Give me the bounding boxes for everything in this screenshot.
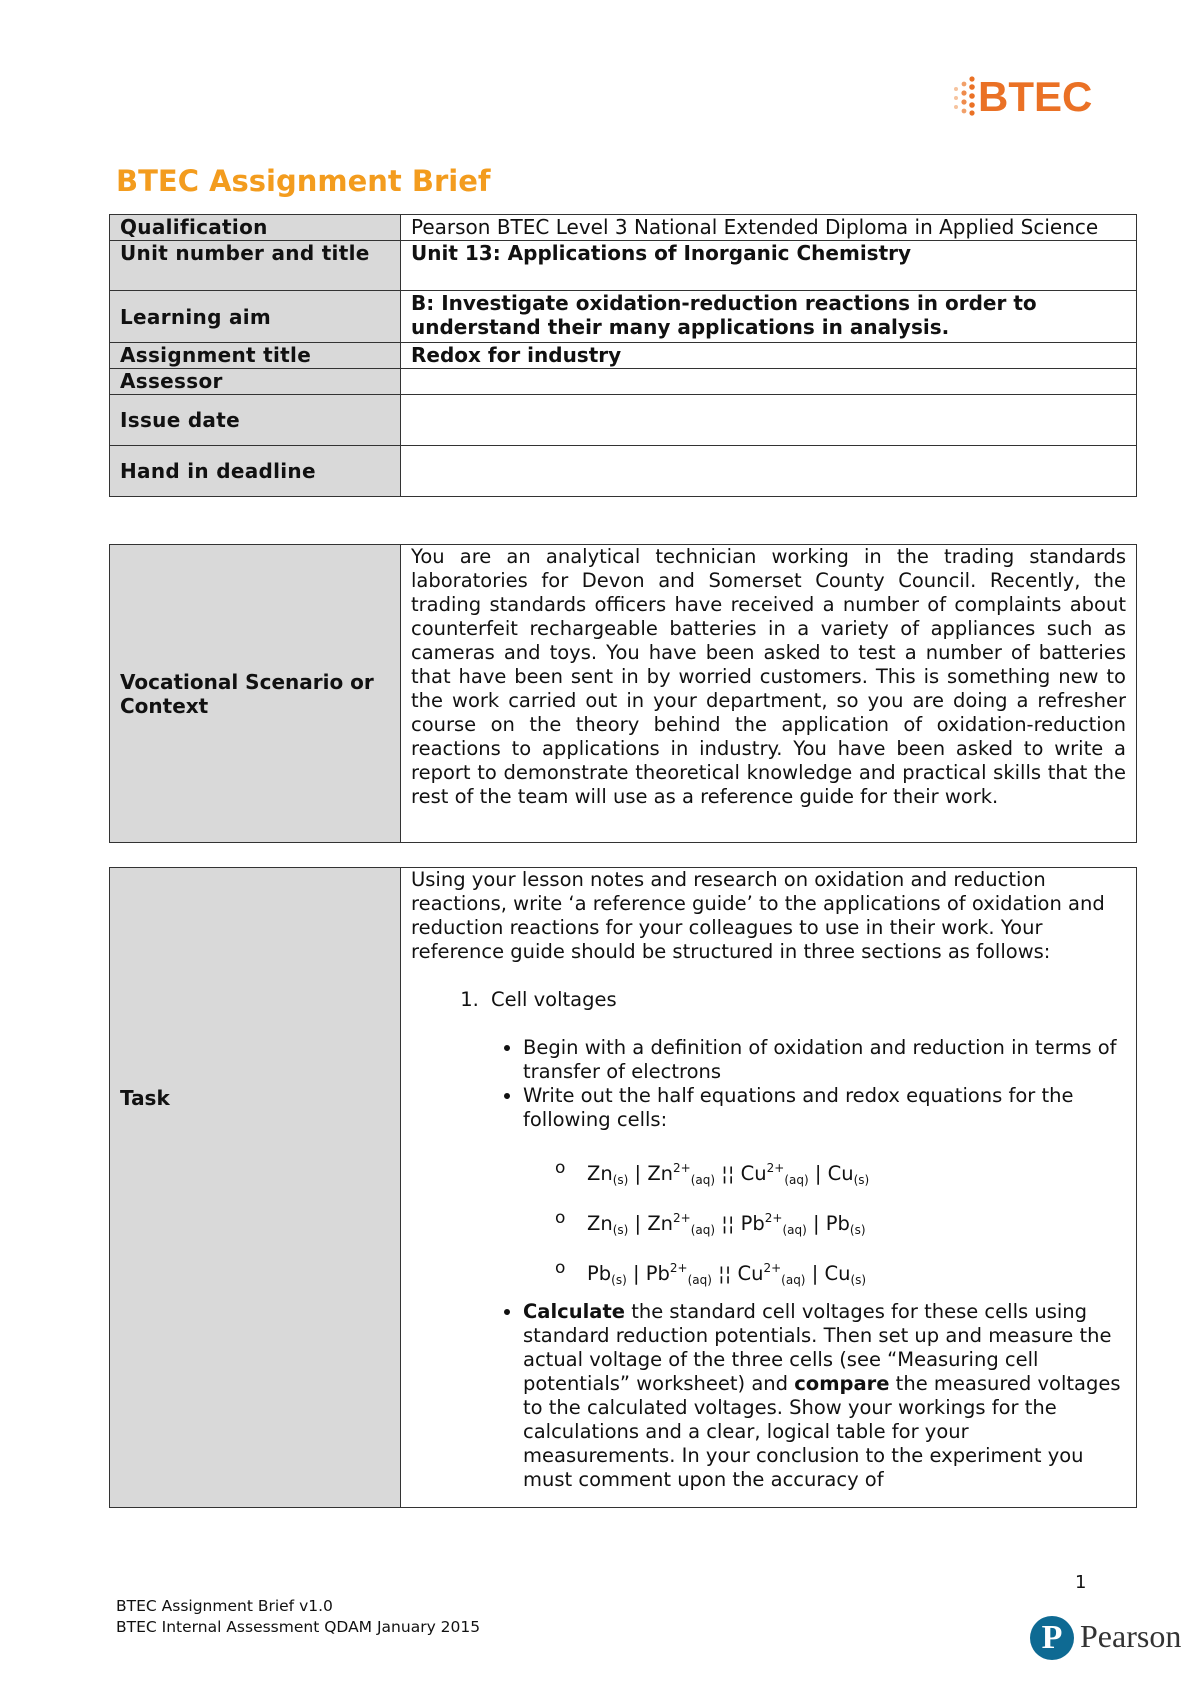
table-row bbox=[110, 545, 1137, 843]
pearson-logo-text: Pearson bbox=[1080, 1618, 1182, 1654]
charge: 2+ bbox=[763, 1261, 782, 1275]
bullet-calculate bbox=[523, 1300, 1126, 1492]
assessor-label: Assessor bbox=[110, 369, 401, 395]
section-title: Cell voltages bbox=[491, 988, 617, 1011]
btec-logo-text: BTEC bbox=[978, 73, 1093, 120]
page-number: 1 bbox=[1075, 1572, 1087, 1593]
table-row bbox=[110, 395, 1137, 446]
compare-text: the measured voltages to the calculated voltages. Show your workings for the calculations and a clear, logical table for your measurements. In your conclusion to the experiment you must comment upon the accuracy of bbox=[523, 1372, 1121, 1491]
electrode: Zn bbox=[587, 1212, 613, 1235]
pearson-logo bbox=[1030, 1616, 1190, 1668]
assignment-title-label: Assignment title bbox=[110, 343, 401, 369]
state: (aq) bbox=[690, 1173, 716, 1187]
state: (aq) bbox=[687, 1273, 712, 1287]
state: (s) bbox=[850, 1273, 867, 1287]
learning-aim-label: Learning aim bbox=[110, 291, 401, 343]
assignment-title-value: Redox for industry bbox=[401, 343, 1137, 369]
learning-aim-value: B: Investigate oxidation-reduction reactions in order to understand their many applications in analysis. bbox=[401, 291, 1137, 343]
deadline-value[interactable] bbox=[401, 446, 1137, 497]
bullet-half-equations bbox=[523, 1084, 1126, 1292]
details-table bbox=[109, 214, 1137, 497]
charge: 2+ bbox=[764, 1211, 783, 1225]
charge: 2+ bbox=[673, 1211, 691, 1225]
bullet-list bbox=[491, 1036, 1126, 1492]
state: (aq) bbox=[782, 1223, 807, 1237]
electrode: Pb bbox=[587, 1262, 612, 1285]
cell-notation: o $Zn_{(s)}$ | $Zn^{2+}_{(aq)}$ ¦¦ $Cu^{2+}_{(aq)}$ | $Cu_{(s)}$ bbox=[555, 1156, 1126, 1192]
ion: Cu bbox=[737, 1262, 764, 1285]
assessor-value[interactable] bbox=[401, 369, 1137, 395]
task-label: Task bbox=[110, 868, 401, 1508]
issue-date-value[interactable] bbox=[401, 395, 1137, 446]
scenario-text: You are an analytical technician working in the trading standards laboratories for Devon and Somerset County Council. Recently, the trading standards officers have received a number of complaints about counterfeit rechargeable batteries in a variety of appliances such as cameras and toys. You have been asked to test a number of batteries that have been sent in by worried customers. This is something new to the work carried out in your department, so you are doing a refresher course on the theory behind the application of oxidation-reduction reactions to applications in industry. You have been asked to write a report to demonstrate theoretical knowledge and practical skills that the rest of the team will use as a reference guide for their work. bbox=[401, 545, 1137, 843]
state: (s) bbox=[853, 1173, 870, 1187]
table-row bbox=[110, 446, 1137, 497]
ion: Zn bbox=[647, 1212, 674, 1235]
electrode: Cu bbox=[824, 1262, 851, 1285]
task-content bbox=[401, 868, 1137, 1508]
scenario-table bbox=[109, 544, 1137, 843]
state: (aq) bbox=[781, 1273, 806, 1287]
state: (s) bbox=[612, 1223, 629, 1237]
cell-notation: o $Zn_{(s)}$ | $Zn^{2+}_{(aq)}$ ¦¦ $Pb^{2+}_{(aq)}$ | $Pb_{(s)}$ bbox=[555, 1206, 1126, 1242]
footer bbox=[116, 1596, 480, 1638]
table-row bbox=[110, 215, 1137, 241]
unit-label: Unit number and title bbox=[110, 241, 401, 291]
calculate-keyword: Calculate bbox=[523, 1300, 625, 1323]
ion: Zn bbox=[647, 1162, 674, 1185]
unit-value: Unit 13: Applications of Inorganic Chemistry bbox=[401, 241, 1137, 291]
footer-qdam: BTEC Internal Assessment QDAM January 2015 bbox=[116, 1618, 481, 1636]
sections-list bbox=[411, 988, 1126, 1492]
compare-keyword: compare bbox=[794, 1372, 890, 1395]
ion: Cu bbox=[740, 1162, 767, 1185]
btec-logo bbox=[950, 72, 1100, 122]
table-row bbox=[110, 369, 1137, 395]
charge: 2+ bbox=[673, 1161, 691, 1175]
calculate-text: the standard cell voltages for these cells using standard reduction potentials. Then set up and measure the actual voltage of the three cells (see “Measuring cell potentials” worksheet) and bbox=[523, 1300, 1112, 1395]
table-row bbox=[110, 241, 1137, 291]
electrode: Cu bbox=[827, 1162, 854, 1185]
issue-date-label: Issue date bbox=[110, 395, 401, 446]
qualification-value: Pearson BTEC Level 3 National Extended Diploma in Applied Science bbox=[401, 215, 1137, 241]
table-row bbox=[110, 868, 1137, 1508]
deadline-label: Hand in deadline bbox=[110, 446, 401, 497]
electrode: Pb bbox=[825, 1212, 850, 1235]
bullet-half-equations-text: Write out the half equations and redox equations for the following cells: bbox=[523, 1084, 1074, 1131]
table-row bbox=[110, 291, 1137, 343]
pearson-p-icon: P bbox=[1030, 1616, 1074, 1660]
btec-dots-icon bbox=[950, 76, 978, 116]
state: (aq) bbox=[690, 1223, 716, 1237]
bullet-definition: • Begin with a definition of oxidation and reduction in terms of transfer of electrons bbox=[523, 1036, 1126, 1084]
electrode: Zn bbox=[587, 1162, 613, 1185]
footer-version: BTEC Assignment Brief v1.0 bbox=[116, 1597, 333, 1615]
table-row bbox=[110, 343, 1137, 369]
task-intro: Using your lesson notes and research on oxidation and reduction reactions, write ‘a reference guide’ to the applications of oxidation and reduction reactions for your colleagues to use in their work. Your reference guide should be structured in three sections as follows: bbox=[411, 868, 1105, 963]
state: (s) bbox=[849, 1223, 866, 1237]
scenario-label: Vocational Scenario or Context bbox=[110, 545, 401, 843]
state: (aq) bbox=[784, 1173, 809, 1187]
state: (s) bbox=[612, 1173, 629, 1187]
qualification-label: Qualification bbox=[110, 215, 401, 241]
ion: Pb bbox=[740, 1212, 765, 1235]
section-cell-voltages bbox=[485, 988, 1126, 1492]
cell-notation: o $Pb_{(s)}$ | $Pb^{2+}_{(aq)}$ ¦¦ $Cu^{2+}_{(aq)}$ | $Cu_{(s)}$ bbox=[555, 1256, 1126, 1292]
charge: 2+ bbox=[766, 1161, 785, 1175]
ion: Pb bbox=[645, 1262, 670, 1285]
charge: 2+ bbox=[669, 1261, 688, 1275]
cells-list bbox=[523, 1156, 1126, 1292]
page-title: BTEC Assignment Brief bbox=[116, 164, 491, 198]
task-table bbox=[109, 867, 1137, 1508]
state: (s) bbox=[611, 1273, 627, 1287]
